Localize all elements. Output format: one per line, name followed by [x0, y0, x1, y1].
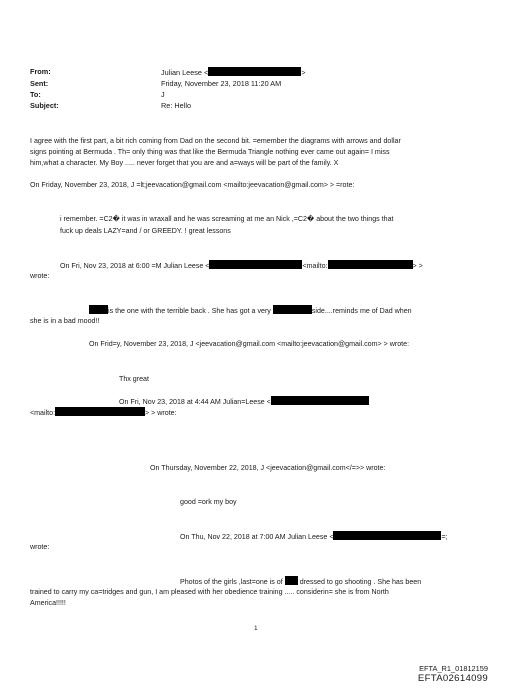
quote-header: <mailto: > > wrote:	[30, 409, 177, 417]
redaction-box	[55, 407, 145, 416]
redaction-box	[328, 260, 413, 269]
redaction-box	[271, 396, 369, 405]
redaction-box	[273, 305, 312, 314]
quote-header: On Frid=y, November 23, 2018, J <jeevacation@gmail.com <mailto:jeevacation@gmail.com> > wrote:	[89, 340, 410, 348]
body-line: him,what a character. My Boy ..... never forget that you are and a=ways will be part of the family. X	[30, 159, 339, 167]
to-value: J	[161, 90, 165, 99]
redaction-box	[285, 576, 298, 585]
body-line: I agree with the first part, a bit rich coming from Dad on the second bit. =emember the diagrams with arrows and dollar	[30, 137, 401, 145]
footer-id-1: EFTA_R1_01812159	[419, 664, 488, 673]
footer-id-2: EFTA02614099	[417, 673, 488, 684]
sent-label: Sent:	[30, 79, 49, 88]
redaction-box	[333, 531, 441, 540]
sent-value: Friday, November 23, 2018 11:20 AM	[161, 79, 282, 88]
subject-label: Subject:	[30, 101, 59, 110]
from-value: Julian Leese < >	[161, 68, 306, 77]
body-line: fuck up deals LAZY=and / or GREEDY. ! great lessons	[60, 227, 231, 235]
redaction-box	[89, 305, 108, 314]
body-line: Photos of the girls ,last=one is of dressed to go shooting . She has been	[180, 578, 422, 586]
body-line: i remember. =C2� it was in wraxall and he was screaming at me an Nick ,=C2� about the two things that	[60, 215, 394, 223]
quote-wrote: wrote:	[30, 543, 50, 551]
from-label: From:	[30, 67, 51, 76]
body-line: signs pointing at Bermuda . Th= only thing was that like the Bermuda Triangle nothing ever came out again= I miss	[30, 148, 390, 156]
subject-value: Re: Hello	[161, 101, 192, 110]
redaction-box	[209, 260, 302, 269]
body-line: is the one with the terrible back . She has got a very side....reminds me of Dad when	[89, 305, 412, 317]
quote-wrote: wrote:	[30, 272, 50, 280]
page-number: 1	[254, 625, 258, 632]
quote-header: On Fri, Nov 23, 2018 at 6:00 =M Julian Leese < <mailto: > >	[60, 262, 423, 270]
redaction-box	[208, 67, 301, 76]
body-line: Thx great	[119, 375, 149, 383]
to-label: To:	[30, 90, 41, 99]
quote-header: On Thursday, November 22, 2018, J <jeevacation@gmail.com</=>> wrote:	[150, 464, 386, 472]
quote-header: On Friday, November 23, 2018, J =lt;jeevacation@gmail.com <mailto:jeevacation@gmail.com> > =rote:	[30, 181, 355, 189]
body-line: good =ork my boy	[180, 498, 237, 506]
quote-header: On Fri, Nov 23, 2018 at 4:44 AM Julian=Leese <	[119, 396, 369, 408]
body-line: America!!!!!	[30, 599, 66, 607]
body-line: she is in a bad mood!!	[30, 317, 100, 325]
quote-header: On Thu, Nov 22, 2018 at 7:00 AM Julian Leese < =;	[180, 533, 448, 541]
body-line: trained to carry my ca=tridges and gun, I am pleased with her obedience training ..... considerin= she is from North	[30, 588, 389, 596]
